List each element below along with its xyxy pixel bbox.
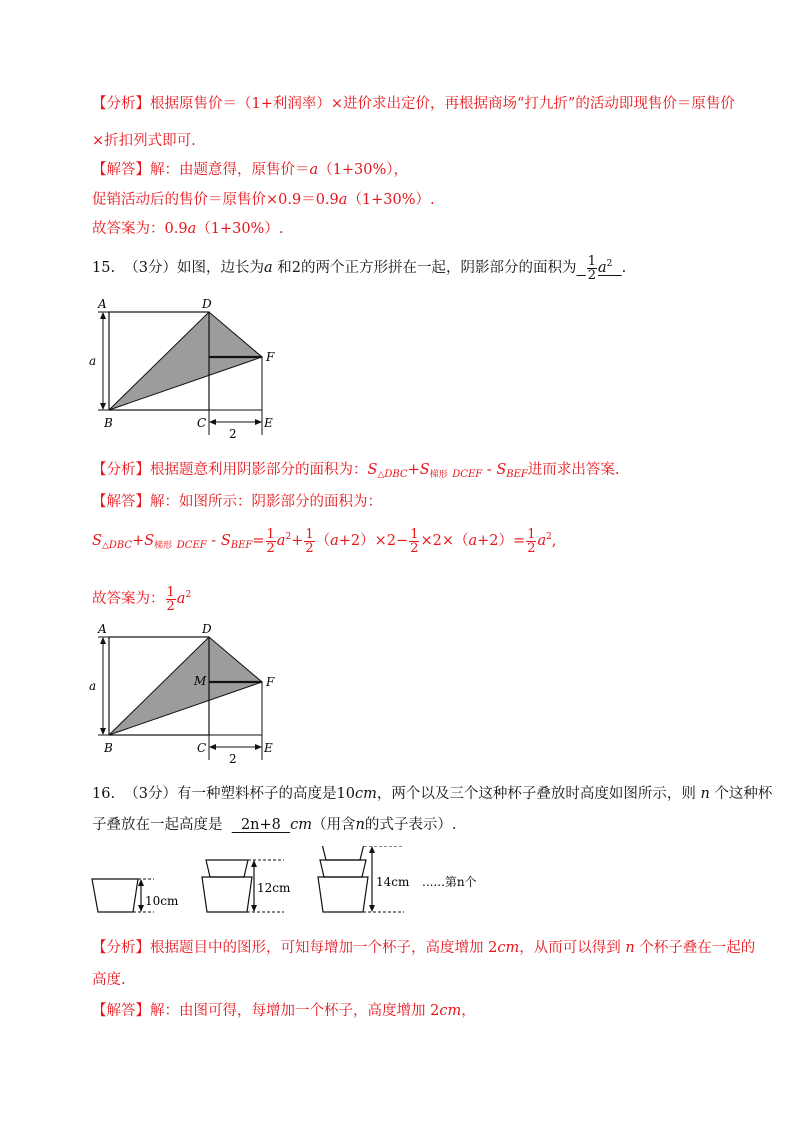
label-E: E [264, 741, 273, 755]
label-E: E [264, 416, 273, 430]
label-B: B [104, 416, 113, 430]
label-A: A [98, 297, 107, 311]
q14-answer-line1: 【解答】解：由题意得，原售价＝a（1+30%）， [92, 162, 409, 178]
label-F: F [266, 350, 275, 364]
q14-analysis-line1: 【分析】根据原售价＝（1+利润率）×进价求出定价，再根据商场“打九折”的活动即现售价＝原售价 [92, 96, 735, 112]
cup-label-4: ......第n个 [422, 875, 477, 889]
label-B: B [104, 741, 113, 755]
q16-stem-line1: 16. （3分）有一种塑料杯子的高度是10cm，两个以及三个这种杯子叠放时高度如图所示，则 n 个这种杯 [92, 786, 773, 802]
q16-answer-line1: 【解答】解：由图可得，每增加一个杯子，高度增加 2cm， [92, 1003, 476, 1019]
label-2: 2 [229, 752, 237, 765]
label-C: C [197, 741, 207, 755]
label-a: a [89, 679, 97, 693]
q14-answer-line2: 促销活动后的售价＝原售价×0.9＝0.9a（1+30%）. [92, 192, 435, 208]
q15-formula: $S_{\triangle DBC}+S_{梯形}$ $_{DCEF} - S_{BEF}=$ $\frac{1}{2}$ $a^2+$ $\frac{1}{2}$ （a+2）×2− $\frac{1}{2}$ ×2×（a+2）= $\frac{1}{2}$ $a^2$, [92, 526, 557, 556]
q15-answer: 【解答】解：如图所示：阴影部分的面积为： [92, 494, 382, 510]
q15-figure-1 [84, 295, 284, 440]
q15-figure-2 [84, 620, 284, 765]
q14-analysis-line2: ×折扣列式即可. [92, 133, 196, 149]
q14-final: 故答案为：0.9a（1+30%）. [92, 221, 284, 237]
q15-final: 故答案为： $\frac{1}{2}$ $a^2$ [92, 584, 192, 614]
q16-cups-figure [88, 846, 508, 920]
label-D: D [202, 297, 212, 311]
label-a: a [89, 354, 97, 368]
q16-analysis-line2: 高度. [92, 972, 126, 988]
cup-label-1: 10cm [145, 894, 179, 908]
label-M: M [194, 674, 207, 688]
label-C: C [197, 416, 207, 430]
q16-answer-blank: 2n+8 [240, 817, 281, 833]
q16-stem-line2: 子叠放在一起高度是 2n+8 cm（用含n的式子表示）. [92, 817, 457, 833]
q15-analysis: 【分析】根据题意利用阴影部分的面积为：$S_{\triangle DBC}+S_{梯形}$ $_{DCEF} - S_{BEF}$进而求出答案. [92, 462, 620, 480]
label-A: A [98, 622, 107, 636]
cup-label-3: 14cm [376, 875, 410, 889]
q16-analysis-line1: 【分析】根据题目中的图形，可知每增加一个杯子，高度增加 2cm，从而可以得到 n 个杯子叠在一起的 [92, 940, 756, 956]
cup-label-2: 12cm [257, 881, 291, 895]
label-2: 2 [229, 427, 237, 440]
label-F: F [266, 675, 275, 689]
q15-stem: 15. （3分）如图，边长为a 和2的两个正方形拼在一起，阴影部分的面积为 $\frac{1}{2}$ $a^2$ . [92, 253, 627, 283]
label-D: D [202, 622, 212, 636]
